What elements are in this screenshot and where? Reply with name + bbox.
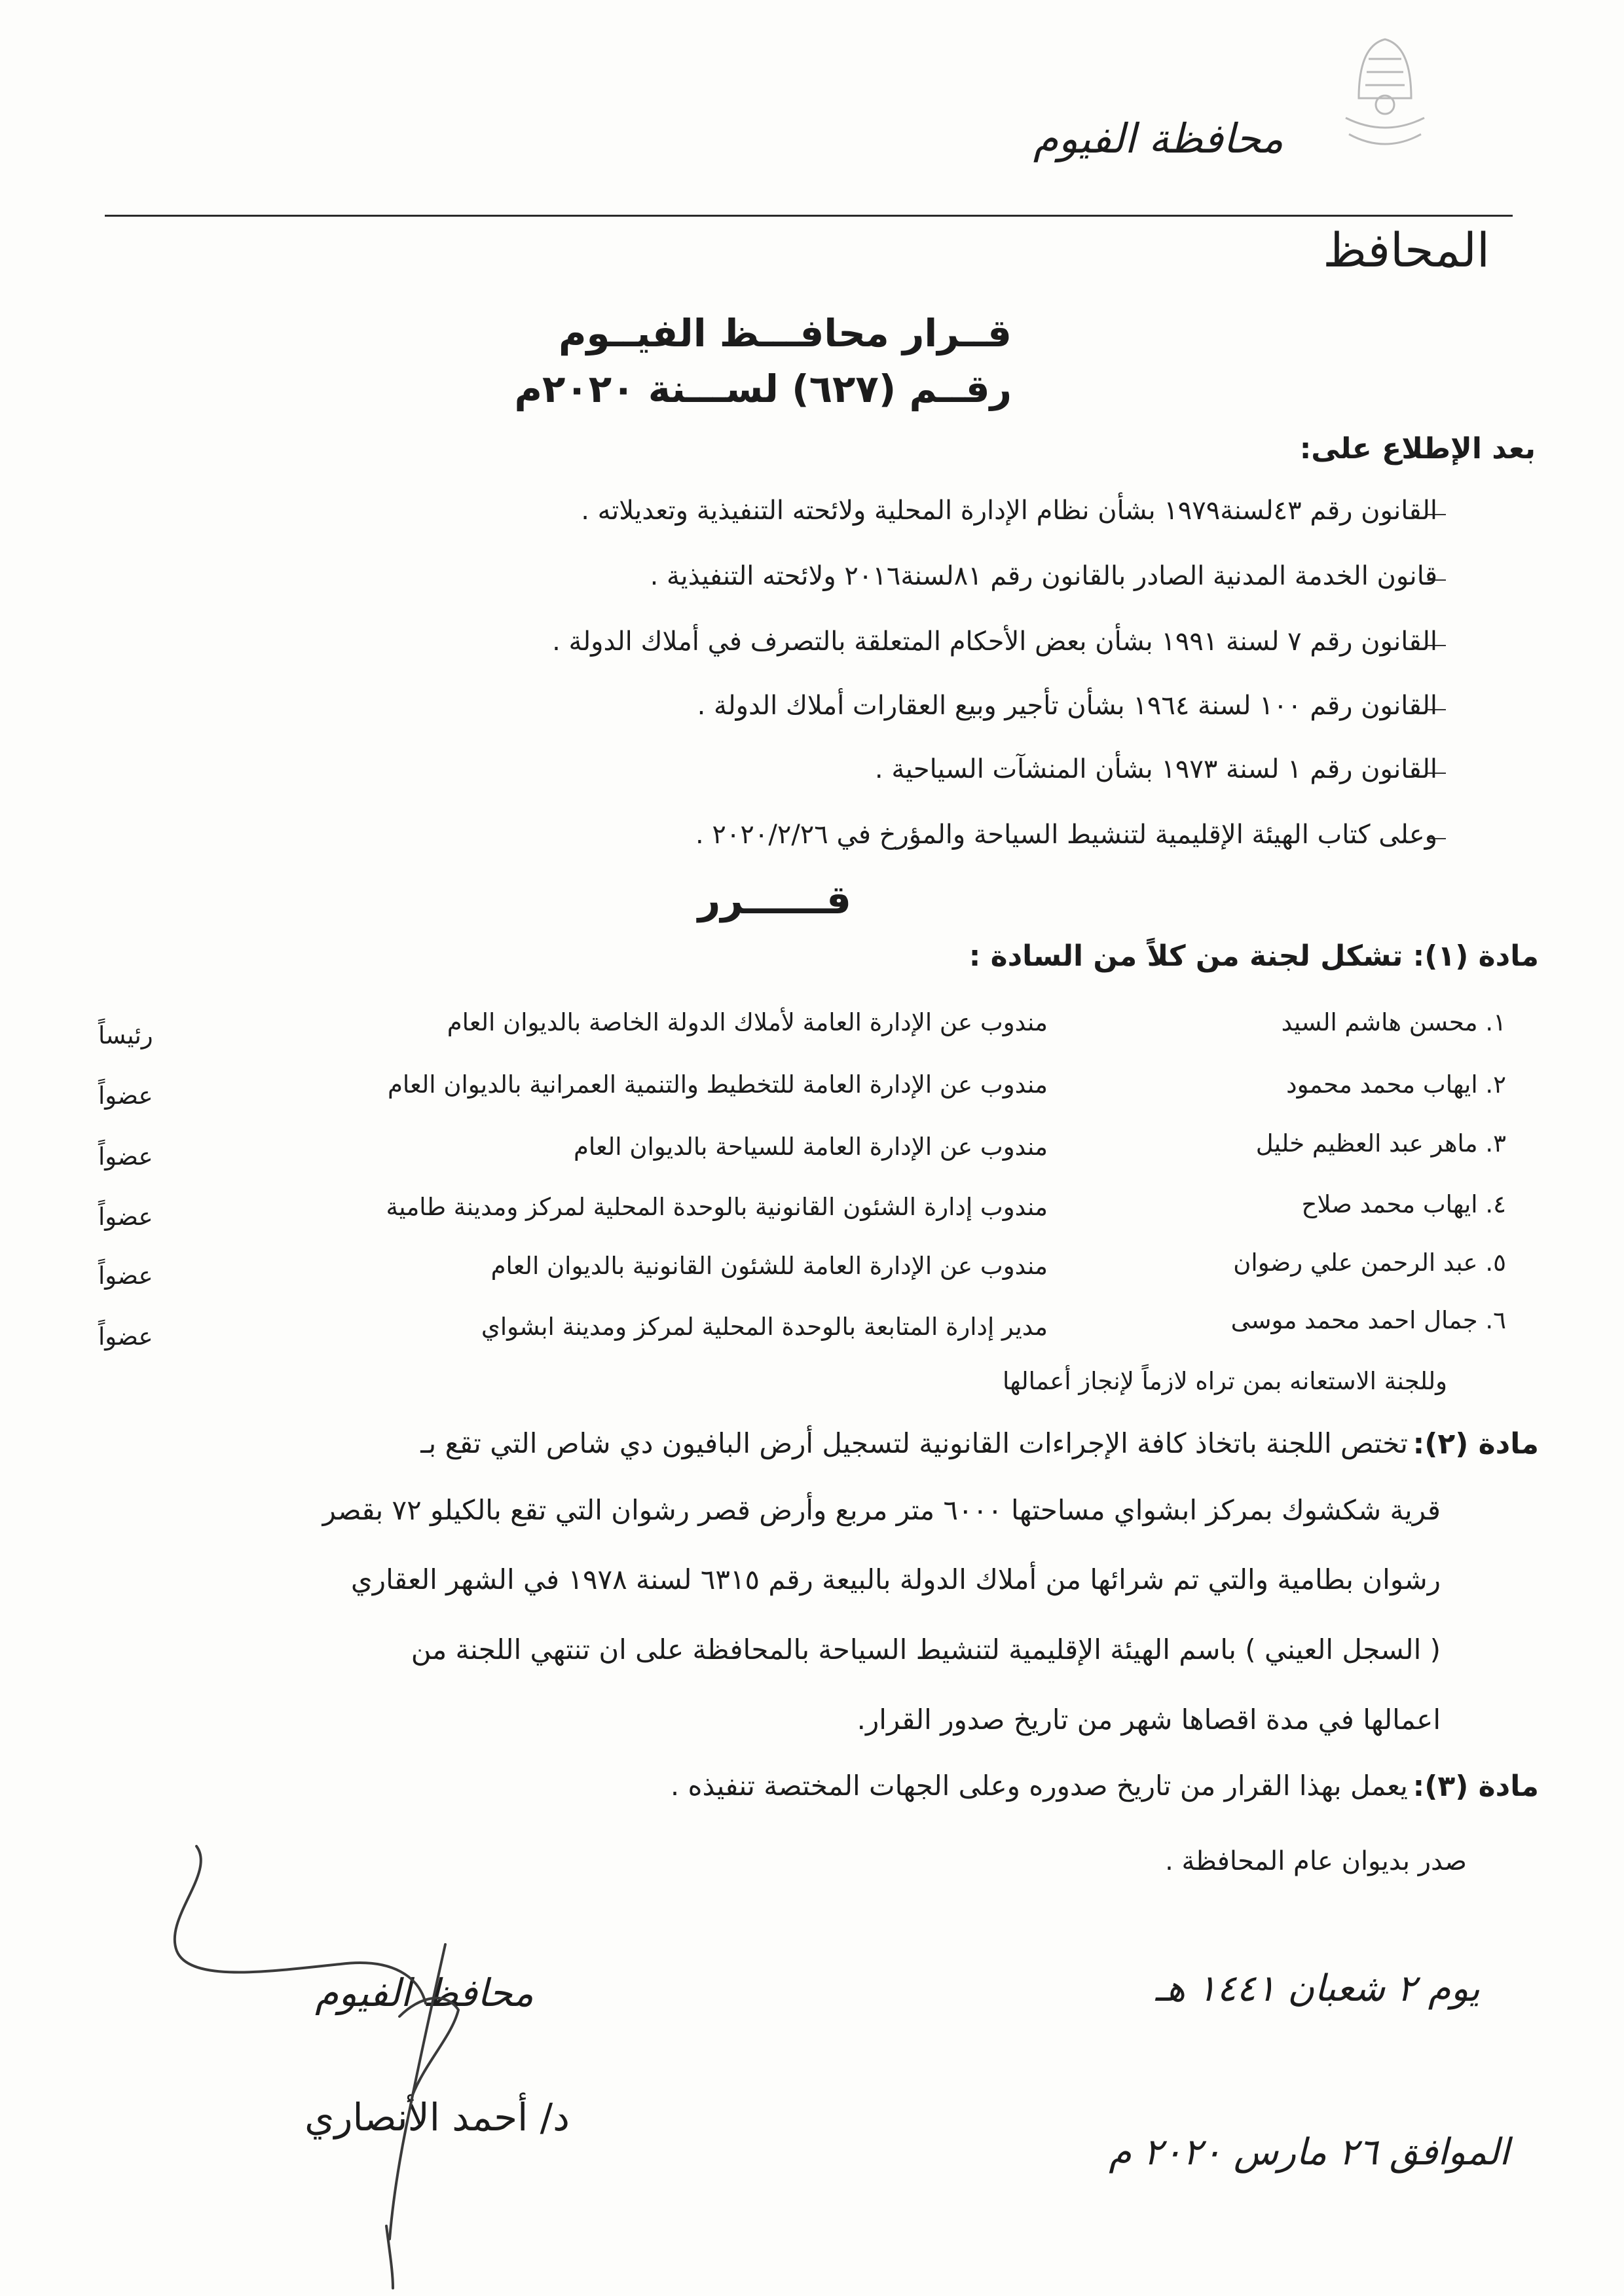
article-2-heading: مادة (٢): <box>1412 1427 1539 1461</box>
header-divider <box>105 215 1513 217</box>
article-3-text: يعمل بهذا القرار من تاريخ صدوره وعلى الجهات المختصة تنفيذه . <box>670 1770 1408 1802</box>
article-3-heading: مادة (٣): <box>1412 1770 1539 1803</box>
decree-number: رقــم (٦٢٧) لســـنة ٢٠٢٠م <box>514 367 1012 411</box>
emblem-icon <box>1320 20 1450 164</box>
member-role: مندوب عن الإدارة العامة للتخطيط والتنمية العمرانية بالديوان العام <box>387 1070 1048 1099</box>
article-2-line: رشوان بطامية والتي تم شرائها من أملاك الدولة بالبيعة رقم ٦٣١٥ لسنة ١٩٧٨ في الشهر العقاري <box>350 1563 1441 1595</box>
preamble-item: القانون رقم ٧ لسنة ١٩٩١ بشأن بعض الأحكام المتعلقة بالتصرف في أملاك الدولة . <box>552 627 1437 657</box>
signatory-title: محافظ الفيوم <box>315 1971 534 2015</box>
member-name: ٣. ماهر عبد العظيم خليل <box>1255 1129 1506 1157</box>
article-2-line: قرية شكشوك بمركز ابشواي مساحتها ٦٠٠٠ متر مربع وأرض قصر رشوان التي تقع بالكيلو ٧٢ بقصر <box>322 1494 1441 1526</box>
decree-title: قــرار محافـــظ الفيــوم <box>558 311 1012 355</box>
member-position: عضواً <box>98 1082 153 1110</box>
governorate-emblem <box>1320 20 1450 164</box>
preamble-item: القانون رقم ١ لسنة ١٩٧٣ بشأن المنشآت السياحية . <box>874 754 1437 784</box>
office-title: المحافظ <box>1323 223 1490 278</box>
member-position: عضواً <box>98 1203 153 1231</box>
member-name: ٦. جمال احمد محمد موسى <box>1230 1306 1506 1334</box>
member-name: ٥. عبد الرحمن علي رضوان <box>1233 1248 1506 1277</box>
member-position: عضواً <box>98 1322 153 1351</box>
member-role: مندوب إدارة الشئون القانونية بالوحدة المحلية لمركز ومدينة طامية <box>386 1193 1048 1221</box>
hijri-date: يوم ٢ شعبان ١٤٤١ هـ <box>1155 1967 1480 2010</box>
member-name: ٢. ايهاب محمد محمود <box>1286 1070 1506 1099</box>
committee-note: وللجنة الاستعانه بمن تراه لازماً لإنجاز أعمالها <box>1003 1367 1447 1395</box>
issued-statement: صدر بديوان عام المحافظة . <box>1165 1846 1467 1876</box>
article-2-line: ( السجل العيني ) باسم الهيئة الإقليمية لتنشيط السياحة بالمحافظة على ان تنتهي اللجنة من <box>411 1633 1441 1666</box>
decided-heading: قــــــرر <box>697 877 851 923</box>
member-role: مندوب عن الإدارة العامة للشئون القانونية بالديوان العام <box>490 1252 1048 1280</box>
member-position: عضواً <box>98 1262 153 1290</box>
preamble-item: وعلى كتاب الهيئة الإقليمية لتنشيط السياحة والمؤرخ في ٢٠٢٠/٢/٢٦ . <box>695 820 1437 850</box>
member-name: ١. محسن هاشم السيد <box>1281 1008 1506 1036</box>
member-position: عضواً <box>98 1142 153 1171</box>
article-1-heading: مادة (١): تشكل لجنة من كلاً من السادة : <box>969 939 1539 973</box>
member-position: رئيساً <box>98 1021 153 1049</box>
preamble-item: القانون رقم ١٠٠ لسنة ١٩٦٤ بشأن تأجير وبيع العقارات أملاك الدولة . <box>697 691 1437 721</box>
article-2-line: اعمالها في مدة اقصاها شهر من تاريخ صدور القرار. <box>857 1704 1441 1736</box>
gregorian-date: الموافق ٢٦ مارس ٢٠٢٠ م <box>1109 2131 1509 2174</box>
article-2-line: تختص اللجنة باتخاذ كافة الإجراءات القانونية لتسجيل أرض البافيون دي شاص التي تقع بـ <box>420 1427 1408 1459</box>
member-role: مندوب عن الإدارة العامة للسياحة بالديوان العام <box>573 1133 1048 1161</box>
preamble-item: قانون الخدمة المدنية الصادر بالقانون رقم ٨١لسنة٢٠١٦ ولائحته التنفيذية . <box>650 561 1437 591</box>
signatory-name: د/ أحمد الأنصاري <box>304 2095 570 2140</box>
member-role: مدير إدارة المتابعة بالوحدة المحلية لمركز ومدينة ابشواي <box>481 1313 1048 1341</box>
preamble-heading: بعد الإطلاع على: <box>1299 432 1536 465</box>
member-name: ٤. ايهاب محمد صلاح <box>1301 1190 1506 1218</box>
member-role: مندوب عن الإدارة العامة لأملاك الدولة الخاصة بالديوان العام <box>447 1008 1048 1036</box>
governorate-name: محافظة الفيوم <box>1033 115 1283 162</box>
preamble-item: القانون رقم ٤٣لسنة١٩٧٩ بشأن نظام الإدارة المحلية ولائحته التنفيذية وتعديلاته . <box>581 496 1437 526</box>
